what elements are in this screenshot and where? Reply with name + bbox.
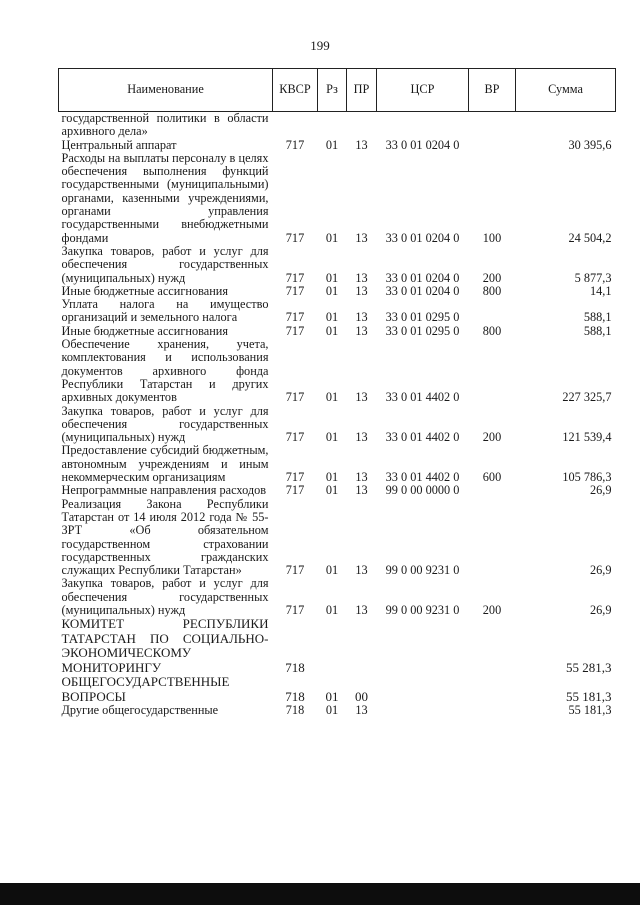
cell-vr <box>469 704 516 717</box>
cell-rz: 01 <box>325 563 339 578</box>
cell-csr <box>377 704 469 717</box>
header-csr: ЦСР <box>377 69 469 112</box>
cell-vr <box>469 498 516 578</box>
cell-csr <box>377 617 469 675</box>
header-name: Наименование <box>59 69 273 112</box>
cell-rz: 01 <box>325 283 339 298</box>
cell-kvsr: 717 <box>285 430 305 445</box>
cell-kvsr: 718 <box>285 703 305 718</box>
cell-vr: 200 <box>482 602 502 617</box>
table-row <box>59 617 616 675</box>
cell-pr: 13 <box>355 390 368 405</box>
cell-rz: 01 <box>325 483 339 498</box>
cell-sum: 26,9 <box>589 602 612 617</box>
cell-csr: 33 0 01 4402 0 <box>385 430 460 445</box>
cell-csr: 99 0 00 9231 0 <box>385 563 460 578</box>
table-row <box>59 245 616 285</box>
cell-sum: 24 504,2 <box>568 230 612 245</box>
cell-vr <box>469 298 516 325</box>
cell-name: государственной политики в области архивного дела» <box>61 111 269 139</box>
cell-kvsr: 717 <box>285 230 305 245</box>
cell-kvsr: 718 <box>285 688 305 704</box>
cell-pr: 13 <box>355 703 368 718</box>
header-pr: ПР <box>347 69 377 112</box>
budget-table <box>58 68 616 718</box>
cell-vr: 800 <box>482 323 502 338</box>
cell-sum: 227 325,7 <box>562 390 612 405</box>
table-body <box>59 112 616 718</box>
cell-kvsr: 717 <box>285 323 305 338</box>
cell-sum: 5 877,3 <box>574 270 612 285</box>
cell-rz: 01 <box>325 270 339 285</box>
cell-csr: 99 0 00 9231 0 <box>385 602 460 617</box>
cell-pr: 13 <box>355 270 368 285</box>
header-vr: ВР <box>469 69 516 112</box>
cell-vr: 100 <box>482 230 502 245</box>
cell-rz: 01 <box>325 230 339 245</box>
table-row <box>59 498 616 578</box>
table-header <box>59 69 616 112</box>
cell-vr <box>469 139 516 152</box>
cell-kvsr: 717 <box>285 563 305 578</box>
page-number: 199 <box>310 38 330 53</box>
cell-name: Предоставление субсидий бюджетным, автономным учреждениям и иным некоммерческим организациям <box>61 443 269 485</box>
cell-name: КОМИТЕТ РЕСПУБЛИКИ ТАТАРСТАН ПО СОЦИАЛЬНО-ЭКОНОМИЧЕСКОМУ МОНИТОРИНГУ <box>61 616 269 675</box>
cell-rz: 01 <box>325 703 339 718</box>
cell-csr: 33 0 01 0204 0 <box>385 283 460 298</box>
cell-csr: 33 0 01 4402 0 <box>385 390 460 405</box>
cell-vr <box>469 484 516 497</box>
cell-pr: 13 <box>355 323 368 338</box>
cell-pr: 13 <box>355 230 368 245</box>
cell-vr <box>469 617 516 675</box>
cell-sum: 55 181,3 <box>566 688 612 704</box>
table-row <box>59 139 616 152</box>
cell-name: Другие общегосударственные <box>61 703 219 718</box>
cell-vr: 600 <box>482 470 502 485</box>
cell-pr: 13 <box>355 483 368 498</box>
cell-csr: 33 0 01 0204 0 <box>385 230 460 245</box>
cell-rz: 01 <box>325 430 339 445</box>
table-row <box>59 675 616 704</box>
cell-pr <box>347 617 377 675</box>
table-row <box>59 112 616 139</box>
cell-vr <box>469 675 516 704</box>
cell-sum: 121 539,4 <box>562 430 612 445</box>
cell-sum <box>516 112 616 139</box>
table-row <box>59 577 616 617</box>
cell-vr: 200 <box>482 430 502 445</box>
cell-kvsr: 717 <box>285 283 305 298</box>
table-row <box>59 704 616 717</box>
cell-pr: 13 <box>355 137 368 152</box>
scan-bottom-edge <box>0 883 640 905</box>
cell-sum: 26,9 <box>589 563 612 578</box>
cell-vr: 800 <box>482 283 502 298</box>
cell-name: Центральный аппарат <box>61 137 177 152</box>
cell-kvsr: 717 <box>285 137 305 152</box>
cell-name: Реализация Закона Республики Татарстан от 14 июля 2012 года № 55-ЗРТ «Об обязательном государственном страховании государственных гражданских служащих Республики Татарстан» <box>61 496 269 578</box>
cell-rz: 01 <box>325 310 339 325</box>
cell-sum: 30 395,6 <box>568 137 612 152</box>
cell-rz: 01 <box>325 137 339 152</box>
cell-vr <box>469 112 516 139</box>
cell-rz <box>318 617 347 675</box>
table-row <box>59 405 616 445</box>
cell-kvsr: 717 <box>285 483 305 498</box>
header-rz: Рз <box>318 69 347 112</box>
cell-rz: 01 <box>325 688 339 704</box>
cell-name: Закупка товаров, работ и услуг для обеспечения государственных (муниципальных) нужд <box>61 576 269 617</box>
cell-sum: 588,1 <box>583 310 612 325</box>
cell-csr: 99 0 00 0000 0 <box>385 483 460 498</box>
cell-pr: 00 <box>355 688 368 704</box>
cell-kvsr: 717 <box>285 270 305 285</box>
cell-pr: 13 <box>355 310 368 325</box>
cell-kvsr: 718 <box>285 659 305 675</box>
cell-sum: 105 786,3 <box>562 470 612 485</box>
header-sum: Сумма <box>516 69 616 112</box>
cell-rz <box>318 112 347 139</box>
cell-pr: 13 <box>355 283 368 298</box>
cell-csr: 33 0 01 4402 0 <box>385 470 460 485</box>
cell-vr: 200 <box>482 270 502 285</box>
cell-sum: 26,9 <box>589 483 612 498</box>
cell-sum: 588,1 <box>583 323 612 338</box>
cell-kvsr: 717 <box>285 390 305 405</box>
cell-kvsr <box>273 112 318 139</box>
cell-name: Иные бюджетные ассигнования <box>61 323 229 338</box>
cell-name: ОБЩЕГОСУДАРСТВЕННЫЕ ВОПРОСЫ <box>61 674 230 704</box>
cell-name: Уплата налога на имущество организаций и земельного налога <box>61 297 269 325</box>
cell-name: Закупка товаров, работ и услуг для обеспечения государственных (муниципальных) нужд <box>61 243 269 285</box>
cell-kvsr: 717 <box>285 470 305 485</box>
cell-rz: 01 <box>325 470 339 485</box>
cell-name: Закупка товаров, работ и услуг для обеспечения государственных (муниципальных) нужд <box>61 403 269 445</box>
table-row <box>59 285 616 298</box>
cell-csr: 33 0 01 0295 0 <box>385 323 460 338</box>
cell-name: Непрограммные направления расходов <box>61 483 267 498</box>
cell-kvsr: 717 <box>285 310 305 325</box>
cell-csr <box>377 675 469 704</box>
header-kvsr: КВСР <box>273 69 318 112</box>
table-row <box>59 338 616 404</box>
cell-kvsr: 717 <box>285 602 305 617</box>
cell-sum: 55 181,3 <box>568 703 612 718</box>
cell-pr: 13 <box>355 430 368 445</box>
cell-name: Иные бюджетные ассигнования <box>61 283 229 298</box>
cell-rz: 01 <box>325 602 339 617</box>
cell-pr: 13 <box>355 602 368 617</box>
cell-sum: 55 281,3 <box>566 659 612 675</box>
cell-csr <box>377 112 469 139</box>
cell-csr: 33 0 01 0204 0 <box>385 270 460 285</box>
cell-name: Обеспечение хранения, учета, комплектования и использования документов архивного фонда Республики Татарстан и других архивных документов <box>61 337 269 405</box>
cell-pr: 13 <box>355 563 368 578</box>
table-row <box>59 444 616 484</box>
cell-pr <box>347 112 377 139</box>
cell-pr: 13 <box>355 470 368 485</box>
table-row <box>59 298 616 325</box>
cell-rz: 01 <box>325 323 339 338</box>
cell-sum: 14,1 <box>589 283 612 298</box>
cell-rz: 01 <box>325 390 339 405</box>
cell-vr <box>469 338 516 404</box>
table-row <box>59 484 616 497</box>
table-row <box>59 152 616 245</box>
cell-name: Расходы на выплаты персоналу в целях обеспечения выполнения функций государственными (муниципальными) органами, казенными учреждениями, органами управления государственными внебюджетными фондами <box>61 150 269 245</box>
cell-csr: 33 0 01 0295 0 <box>385 310 460 325</box>
cell-csr: 33 0 01 0204 0 <box>385 137 460 152</box>
table-row <box>59 325 616 338</box>
